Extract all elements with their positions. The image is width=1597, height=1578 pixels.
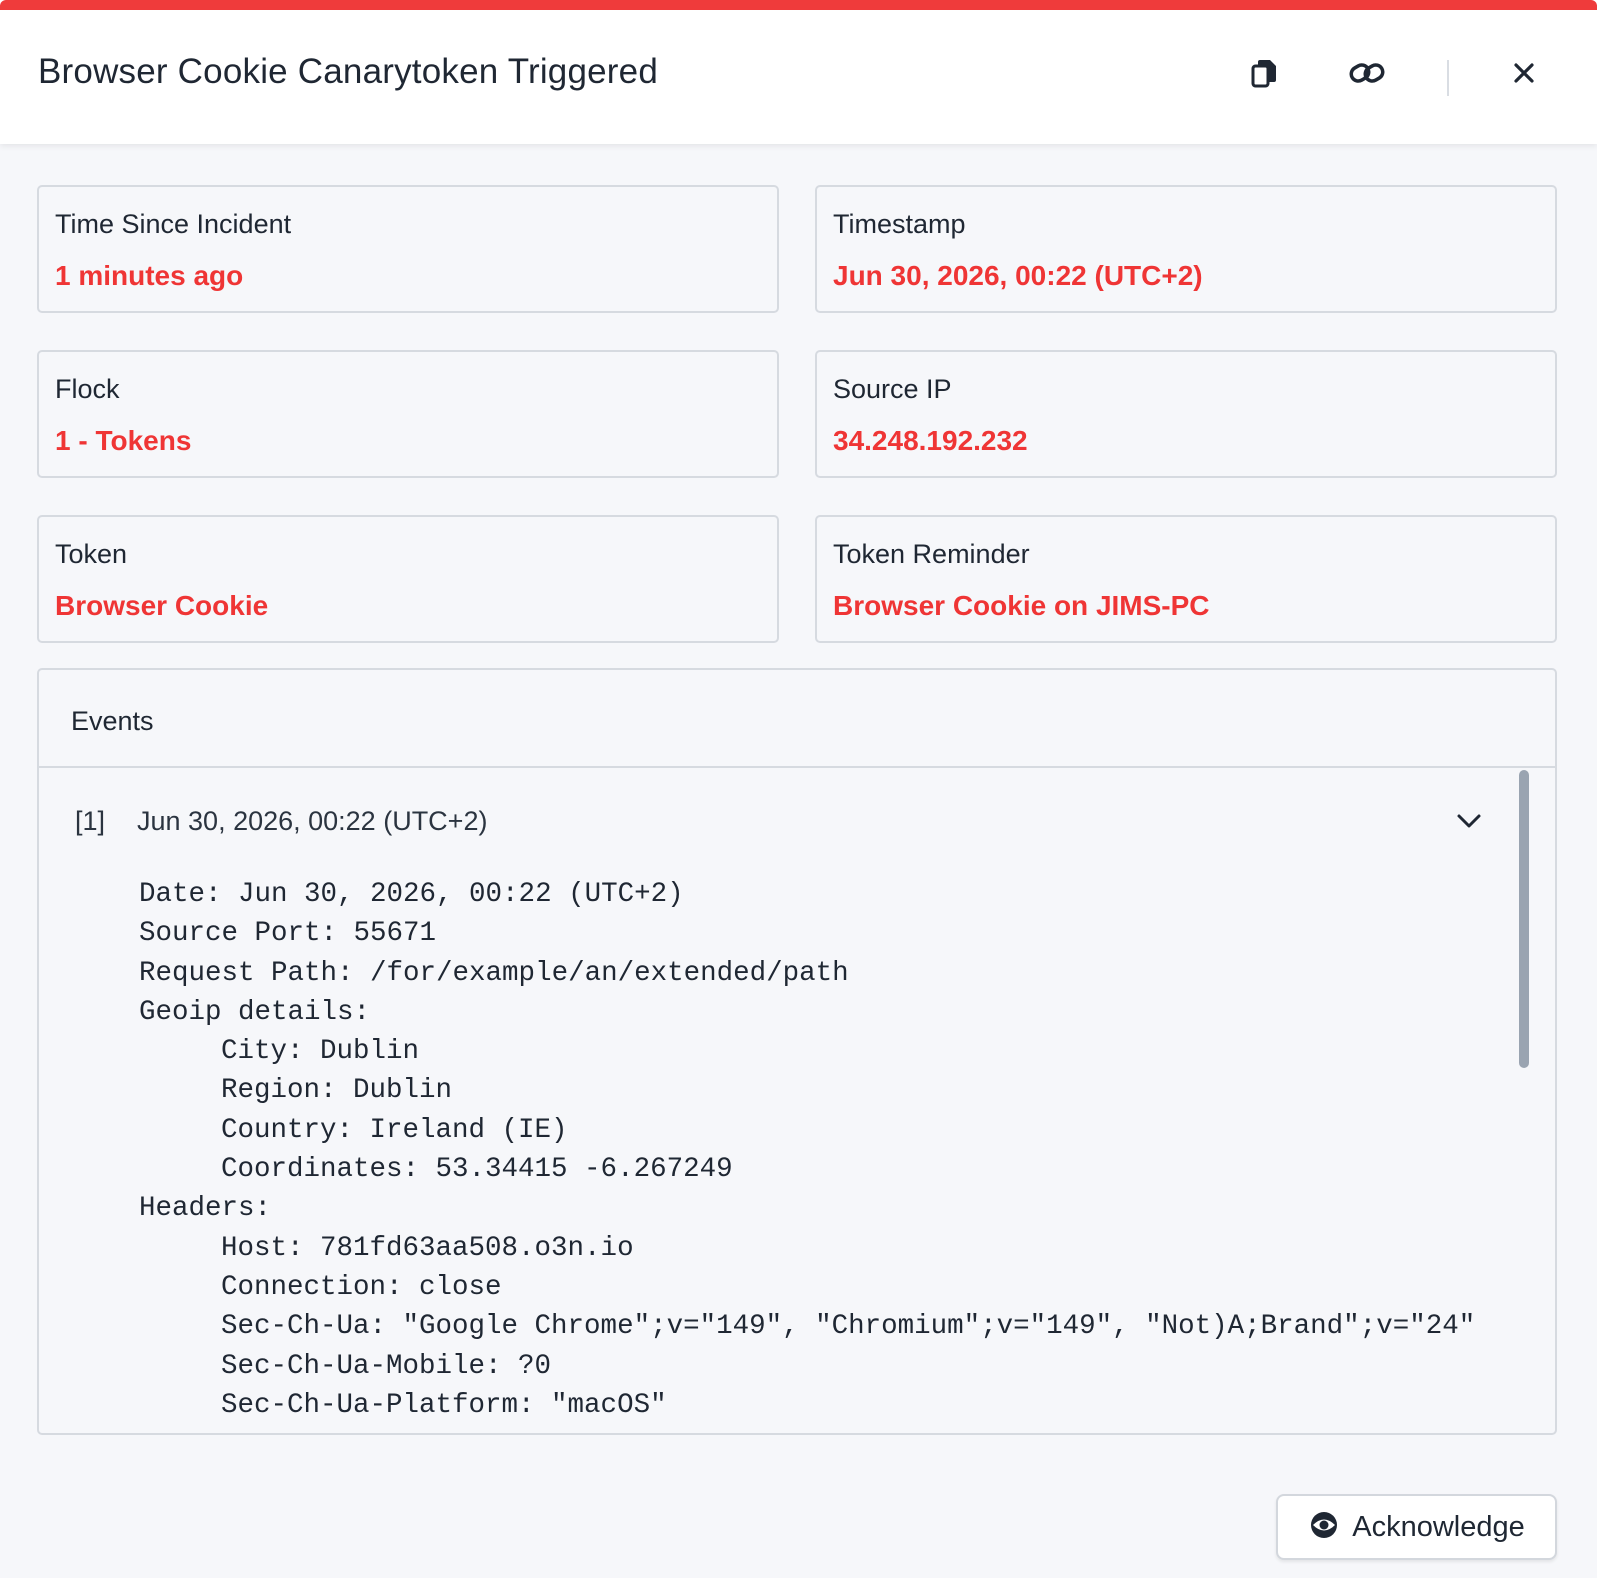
copy-button[interactable]	[1240, 48, 1290, 98]
card-value: Browser Cookie	[55, 590, 269, 621]
event-index: [1]	[75, 806, 106, 836]
event-detail-line: Date: Jun 30, 2026, 00:22 (UTC+2)	[139, 879, 684, 910]
chevron-down-icon[interactable]	[1452, 806, 1486, 836]
card-label: Token	[55, 539, 128, 569]
token-card	[37, 515, 779, 643]
event-details	[139, 875, 1475, 1425]
event-detail-line: Request Path: /for/example/an/extended/path	[139, 957, 849, 989]
event-detail-line: Country: Ireland (IE)	[221, 1114, 568, 1146]
event-detail-line: Sec-Ch-Ua: "Google Chrome";v="149", "Chromium";v="149", "Not)A;Brand";v="24"	[221, 1311, 1476, 1343]
event-detail-line: Coordinates: 53.34415 -6.267249	[221, 1154, 733, 1186]
event-detail-line: Headers:	[139, 1193, 272, 1225]
source-ip-card	[815, 350, 1557, 478]
card-label: Timestamp	[833, 209, 966, 239]
events-title: Events	[71, 706, 154, 736]
card-value: 1 minutes ago	[55, 260, 244, 291]
event-detail-line: Sec-Ch-Ua-Mobile: ?0	[221, 1350, 552, 1382]
flock-card	[37, 350, 779, 478]
event-time: Jun 30, 2026, 00:22 (UTC+2)	[137, 806, 488, 836]
events-panel	[37, 668, 1557, 1435]
token-reminder-card	[815, 515, 1557, 643]
card-value: 1 - Tokens	[55, 425, 192, 456]
card-label: Source IP	[833, 374, 952, 404]
events-header	[39, 670, 1555, 768]
scrollbar-thumb[interactable]	[1519, 770, 1529, 1068]
eye-icon	[1308, 1511, 1340, 1544]
event-row[interactable]	[39, 770, 1519, 860]
card-label: Time Since Incident	[55, 209, 292, 239]
card-label: Token Reminder	[833, 539, 1030, 569]
timestamp-card	[815, 185, 1557, 313]
header-divider	[1447, 60, 1449, 96]
event-detail-line: Host: 781fd63aa508.o3n.io	[221, 1232, 634, 1264]
modal-title: Browser Cookie Canarytoken Triggered	[38, 52, 658, 91]
event-detail-line: Region: Dublin	[221, 1075, 453, 1107]
modal-header	[0, 10, 1597, 144]
close-icon	[1513, 62, 1535, 84]
acknowledge-button[interactable]	[1276, 1494, 1557, 1560]
acknowledge-label: Acknowledge	[1352, 1510, 1525, 1543]
card-label: Flock	[55, 374, 120, 404]
card-value: Jun 30, 2026, 00:22 (UTC+2)	[833, 260, 1203, 291]
copy-link-button[interactable]	[1342, 48, 1392, 98]
close-button[interactable]	[1499, 48, 1549, 98]
event-detail-line: Source Port: 55671	[139, 918, 437, 950]
link-icon	[1349, 60, 1385, 86]
event-detail-line: Sec-Ch-Ua-Platform: "macOS"	[221, 1389, 667, 1421]
card-value: Browser Cookie on JIMS-PC	[833, 590, 1210, 621]
event-detail-line: Geoip details:	[139, 996, 371, 1028]
time-since-incident-card	[37, 185, 779, 313]
card-value: 34.248.192.232	[833, 425, 1028, 456]
event-detail-line: City: Dublin	[221, 1036, 420, 1068]
event-detail-line: Connection: close	[221, 1271, 502, 1303]
copy-icon	[1250, 57, 1280, 89]
